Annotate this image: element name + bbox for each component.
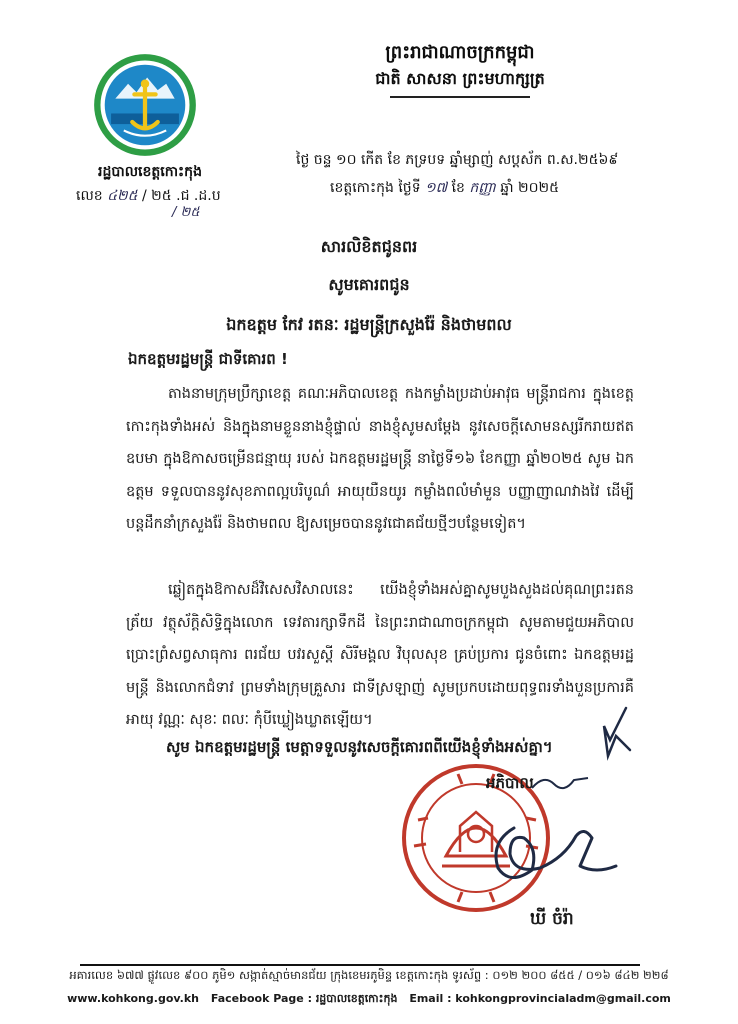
agency-name: រដ្ឋបាលខេត្តកោះកុង xyxy=(98,164,202,180)
motto-divider xyxy=(390,96,530,98)
signatory-name: ឃី ចំរ៉ា xyxy=(530,909,574,929)
footer-contacts xyxy=(0,992,738,1008)
reference-number xyxy=(76,186,221,220)
solar-day: ១៧ xyxy=(425,180,448,196)
footer-address: អគារលេខ ៦៧៧ ផ្លូវលេខ ៩០០ ភូមិ១ សង្កាត់ស្មាច់មានជ័យ ក្រុងខេមរភូមិន្ទ ខេត្តកោះកុង ទូរស័ព្ទ : ០១២ ២០០ ៨៥៥ / ០១៦ ៨៤២ ២២៨ xyxy=(69,968,669,982)
footer-facebook[interactable]: Facebook Page : រដ្ឋបាលខេត្តកោះកុង xyxy=(210,992,398,1005)
provincial-emblem-logo xyxy=(92,52,198,158)
salutation: ឯកឧត្តមរដ្ឋមន្ត្រី ជាទីគោរព ! xyxy=(128,350,288,368)
initial-scribble xyxy=(596,706,636,764)
ref-number: ៤២៥ xyxy=(107,188,138,204)
kingdom-title: ព្រះរាជាណាចក្រកម្ពុជា xyxy=(385,42,535,63)
paragraph-1: តាងនាមក្រុមប្រឹក្សាខេត្ត គណៈអភិបាលខេត្ត កងកម្លាំងប្រដាប់អាវុធ មន្ត្រីរាជការ ក្នុងខេត្តកោះកុងទាំងអស់ និងក្នុងនាមខ្លួននាងខ្ញុំផ្ទាល់ នាងខ្ញុំសូមសម្តែង នូវសេចក្តីសោមនស្សរីករាយឥតឧបមា ក្នុងឱកាសចម្រើនជន្មាយុ របស់ ឯកឧត្តមរដ្ឋមន្ត្រី នាថ្ងៃទី១៦ ខែកញ្ញា ឆ្នាំ២០២៥ សូម ឯកឧត្តម ទទួលបាននូវសុខភាពល្អបរិបូណ៌ អាយុយឺនយូរ កម្លាំងពលំមាំមួន បញ្ញាញាណវាងវៃ ដើម្បីបន្តដឹកនាំក្រសួងរ៉ែ និងថាមពល ឱ្យសម្រេចបាននូវជោគជ័យថ្មីៗបន្ថែមទៀត។ xyxy=(126,386,634,532)
footer-divider xyxy=(80,964,640,966)
solar-month-label: ខែ xyxy=(451,180,465,196)
national-motto: ជាតិ សាសនា ព្រះមហាក្សត្រ xyxy=(375,69,545,88)
solar-year: ឆ្នាំ ២០២៥ xyxy=(500,180,560,196)
ref-prefix: លេខ xyxy=(76,188,103,204)
closing-line: សូម ឯកឧត្តមរដ្ឋមន្ត្រី មេត្តាទទួលនូវសេចក្តីគោរពពីយើងខ្ញុំទាំងអស់គ្នា។ xyxy=(166,738,553,756)
respectfully-line: សូមគោរពជូន xyxy=(328,275,410,294)
solar-month: កញ្ញា xyxy=(469,180,496,196)
title-scribble xyxy=(530,770,590,794)
paragraph-2: ឆ្លៀតក្នុងឱកាសដ៏វិសេសវិសាលនេះ យើងខ្ញុំទាំងអស់គ្នាសូមបួងសួងដល់គុណព្រះរតនត្រ័យ វត្ថុស័ក្តិសិទ្ធិក្នុងលោក ទេវតារក្សាទឹកដី នៃព្រះរាជាណាចក្រកម្ពុជា សូមតាមជួយអភិបាល ប្រោះព្រំសព្វសាធុការ ពរជ័យ បវរសួស្តី សិរីមង្គល វិបុលសុខ គ្រប់ប្រការ ជូនចំពោះ ឯកឧត្តមរដ្ឋមន្ត្រី និងលោកជំទាវ ព្រមទាំងក្រុមគ្រួសារ ជាទីស្រឡាញ់ សូមប្រកបដោយពុទ្ធពរទាំងបួនប្រការគឺ អាយុ វណ្ណៈ សុខៈ ពលៈ កុំបីឃ្លៀងឃ្លាតឡើយ។ xyxy=(126,582,634,728)
letter-title: សារលិខិតជូនពរ xyxy=(320,237,418,256)
footer-email[interactable]: Email : kohkongprovincialadm@gmail.com xyxy=(409,992,671,1005)
lunar-date: ថ្ងៃ ចន្ទ ១០ កើត ខែ ភទ្របទ ឆ្នាំម្សាញ់ សប្តស័ក ព.ស.២៥៦៩ xyxy=(296,152,619,168)
addressee-line: ឯកឧត្តម កែវ រតនៈ រដ្ឋមន្ត្រីក្រសួងរ៉ែ និងថាមពល xyxy=(226,315,512,334)
ref-sub: / ២៥ xyxy=(172,205,200,220)
solar-date xyxy=(330,178,559,199)
ref-suffix: / ២៥ .ជ .ដ.ប xyxy=(142,188,221,204)
handwritten-signature xyxy=(480,808,620,888)
solar-prefix: ខេត្តកោះកុង ថ្ងៃទី xyxy=(330,180,421,196)
footer-website[interactable]: www.kohkong.gov.kh xyxy=(67,992,199,1005)
signatory-title: អភិបាល xyxy=(486,774,534,792)
